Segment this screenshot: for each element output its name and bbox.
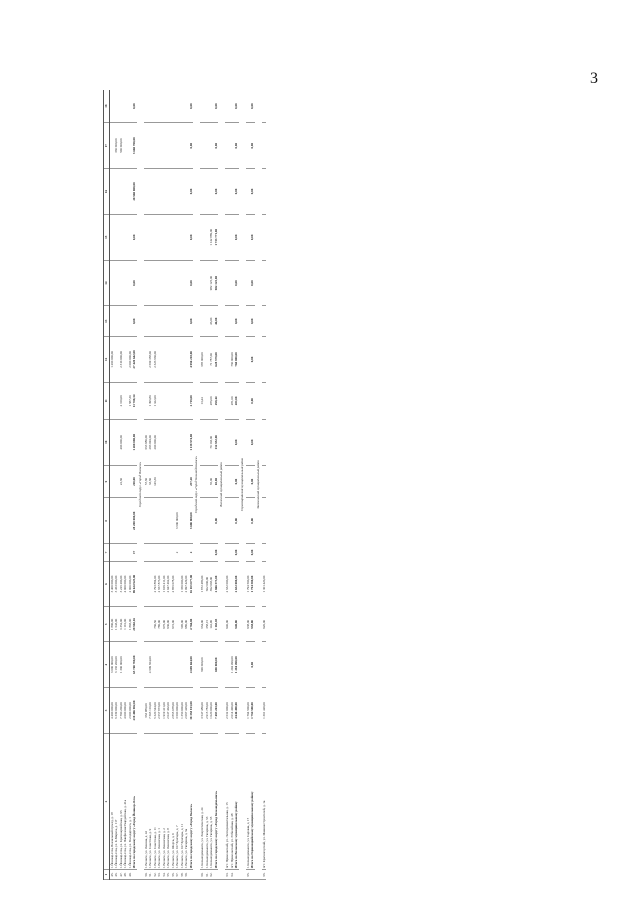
value-cell: 0,00	[250, 169, 255, 215]
value-cell: 0,00	[250, 465, 255, 498]
value-cell: 2 866 573,00	[214, 561, 219, 607]
value-cell: 89 624 925,00	[132, 561, 137, 607]
column-number: 8	[104, 498, 110, 544]
value-cell: 685 000,00	[200, 337, 205, 383]
value-cell	[262, 544, 267, 561]
value-cell: 2 097 429,00	[184, 688, 189, 734]
value-cell: 0,00	[234, 306, 239, 337]
address-cell: г. Козьмодемьянск, ул. Гагарина, д. 53	[205, 733, 210, 869]
address-cell: г. Йошкар-Ола, Вокзальный проезд, д. 18	[109, 733, 114, 869]
value-cell: 780,00	[157, 607, 162, 642]
value-cell: 210 406 982,00	[132, 688, 137, 734]
value-cell: 1 794 500,00	[250, 561, 255, 607]
value-cell: 1 794 500,00	[246, 688, 251, 734]
address-cell: г. Волжск, ул. Шорса, д. 9	[171, 733, 176, 869]
value-cell: 392 093,00	[209, 561, 214, 607]
section-heading-row	[193, 90, 200, 880]
value-cell: 0,00	[250, 214, 255, 260]
value-cell: 0,00	[250, 419, 255, 465]
value-cell: 65,00	[214, 465, 219, 498]
value-cell: 4 000 000,00	[123, 688, 128, 734]
row-number-cell: 66.	[262, 870, 267, 880]
value-cell: 1 919 411,00	[162, 688, 167, 734]
address-cell: г. Волжск, ул. 107 Бригады, д. 7	[175, 733, 180, 869]
value-cell: 760 000,00	[230, 337, 235, 383]
row-number-cell: 51.	[148, 870, 153, 880]
value-cell: 2	[189, 544, 194, 561]
value-cell: 132 952,00	[214, 419, 219, 465]
section-heading: Звениговский муниципальный район	[255, 90, 262, 880]
value-cell	[262, 382, 267, 419]
address-cell: Итого по городскому округу «Город Волжск»	[189, 733, 194, 869]
value-cell: 1 294 490,00	[234, 642, 239, 688]
value-cell: 3 600 000,00	[175, 498, 180, 544]
address-cell: г. Волжск, ул. Советская, д. 11	[153, 733, 158, 869]
value-cell: 0,00	[234, 169, 239, 215]
value-cell: 0,00	[189, 260, 194, 306]
value-cell: 0,00	[250, 306, 255, 337]
value-cell: 65 760 700,00	[132, 642, 137, 688]
value-cell: 29 902,16	[132, 607, 137, 642]
value-cell: 0,00	[214, 544, 219, 561]
column-number: 5	[104, 607, 110, 642]
value-cell: 0,00	[234, 465, 239, 498]
address-cell: г. Йошкар-Ола, ул. Красноармейская, д. 95	[119, 733, 124, 869]
column-number: 17	[104, 123, 110, 169]
value-cell: 27 420 642,00	[132, 337, 137, 383]
value-cell: 3 600 000,00	[175, 688, 180, 734]
section-heading: Городской округ «Город Козьмодемьянск»	[193, 90, 200, 880]
value-cell: 71 787,00	[209, 337, 214, 383]
section-heading-row	[239, 90, 246, 880]
value-cell: 296 094,00	[148, 419, 153, 465]
column-number: 7	[104, 544, 110, 561]
address-cell: г. Волжск, ул. Ленина, д. 42	[144, 733, 149, 869]
value-cell: 1 350 000,00	[180, 561, 185, 607]
value-cell: 2 632 000,00	[234, 561, 239, 607]
value-cell: 360 000,00	[114, 123, 119, 169]
row-number-cell: 58.	[180, 870, 185, 880]
row-number-cell: 64.	[230, 870, 235, 880]
row-number-cell: 65.	[246, 870, 251, 880]
value-cell: 400 000,00	[119, 419, 124, 465]
value-cell: 3 400 000,00	[109, 561, 114, 607]
value-cell: 11 780,34	[132, 382, 137, 419]
value-cell: 2 865 078,00	[171, 688, 176, 734]
value-cell: 2 865 078,00	[171, 561, 176, 607]
value-cell: 1 800,00	[109, 607, 114, 642]
value-cell	[262, 214, 267, 260]
value-cell: 4 609 664,00	[148, 642, 153, 688]
value-cell: 0,00	[250, 337, 255, 383]
value-cell: 2 326 660,00	[153, 337, 158, 383]
value-cell: 663 980,00	[144, 419, 149, 465]
section-heading-row	[255, 90, 262, 880]
value-cell: 0,00	[132, 306, 137, 337]
value-cell: 0,00	[189, 306, 194, 337]
value-cell: 1 794 500,00	[246, 561, 251, 607]
value-cell: 17	[132, 544, 137, 561]
value-cell: 980,00	[184, 607, 189, 642]
value-cell: 13,44	[200, 382, 205, 419]
column-number: 9	[104, 465, 110, 498]
value-cell	[262, 123, 267, 169]
table-row	[262, 90, 267, 880]
address-cell: Итого по Волжскому муниципальному району	[234, 733, 239, 869]
value-cell: 142,90	[209, 607, 214, 642]
column-number: 11	[104, 382, 110, 419]
value-cell: 22,60	[119, 465, 124, 498]
address-cell: пгт. Красногорский, ул. Машиностроителей, д. 1а	[262, 733, 267, 869]
row-number-cell: 48.	[123, 870, 128, 880]
row-number-cell: 52.	[153, 870, 158, 880]
value-cell: 2 669 358,00	[148, 337, 153, 383]
value-cell	[262, 642, 267, 688]
row-number-cell: 63.	[225, 870, 230, 880]
value-cell: 1 200 000,00	[109, 337, 114, 383]
value-cell: 972,00	[171, 607, 176, 642]
value-cell: 0,00	[250, 498, 255, 544]
value-cell: 2 000 000,00	[128, 561, 133, 607]
value-cell: 5 320 544,00	[153, 688, 158, 734]
value-cell: 65,00	[209, 465, 214, 498]
column-number: 4	[104, 642, 110, 688]
value-cell: 0,00	[250, 642, 255, 688]
value-cell: 920,00	[262, 607, 267, 642]
value-cell: 500 000,00	[119, 123, 124, 169]
column-number: 13	[104, 306, 110, 337]
value-cell: 70 103,00	[209, 419, 214, 465]
value-cell	[262, 306, 267, 337]
value-cell: 628 579,00	[214, 337, 219, 383]
section-heading: Волжский муниципальный район	[218, 90, 225, 880]
value-cell: 1 294 490,00	[230, 642, 235, 688]
value-cell: 690 000,00	[200, 642, 205, 688]
value-cell: 210,00	[132, 465, 137, 498]
value-cell: 940,00	[234, 607, 239, 642]
value-cell: 1 893,00	[128, 607, 133, 642]
value-cell: 0,00	[189, 123, 194, 169]
value-cell: 0,00	[214, 90, 219, 123]
data-table	[103, 90, 266, 880]
column-number: 15	[104, 214, 110, 260]
address-cell: пгт. Приволжский, ул. Экспериментальная, д. 15	[225, 733, 230, 869]
address-cell: Итого по городскому округу «Город Козьмодемьянск»	[214, 733, 219, 869]
value-cell: 2 657 873,00	[157, 561, 162, 607]
value-cell: 2 793 884,00	[153, 561, 158, 607]
value-cell: 982 125,00	[214, 260, 219, 306]
value-cell: 1 139 974,00	[189, 419, 194, 465]
value-cell: 3 136 200,00	[114, 642, 119, 688]
row-number-cell: 56.	[171, 870, 176, 880]
column-number: 2	[104, 733, 110, 869]
value-cell: 940,00	[225, 607, 230, 642]
value-cell: 1 794 500,00	[250, 688, 255, 734]
row-number-cell: 61.	[205, 870, 210, 880]
table-body	[104, 90, 267, 880]
value-cell	[262, 419, 267, 465]
value-cell: 982 125,00	[209, 260, 214, 306]
value-cell: 2 310,00	[119, 382, 124, 419]
value-cell: 2 047 402,00	[166, 688, 171, 734]
column-number: 3	[104, 688, 110, 734]
value-cell: 3 547 480,00	[200, 688, 205, 734]
value-cell: 1 587,30	[128, 382, 133, 419]
row-number-cell: 50.	[144, 870, 149, 880]
value-cell: 0,00	[250, 260, 255, 306]
address-cell: г. Волжск, ул. Ленинская, д. 1	[157, 733, 162, 869]
value-cell	[262, 260, 267, 306]
address-cell: г. Волжск, ул. Гагарина, д. 6а	[184, 733, 189, 869]
row-number-cell: 54.	[162, 870, 167, 880]
value-cell: 46,00	[214, 306, 219, 337]
column-number: 10	[104, 419, 110, 465]
value-cell: 1 142 889,00	[209, 214, 214, 260]
value-cell: 1 350 000,00	[180, 688, 185, 734]
value-cell: 6 339 000,00	[114, 688, 119, 734]
value-cell: 0,00	[214, 498, 219, 544]
value-cell: 286,00	[209, 382, 214, 419]
value-cell: 20 960 000,00	[132, 169, 137, 215]
value-cell: 0,00	[234, 90, 239, 123]
address-cell: г. Козьмодемьянск, ул. Садовая, д. 17	[246, 733, 251, 869]
value-cell: 237,20	[189, 465, 194, 498]
value-cell: 28 200 000,00	[132, 498, 137, 544]
value-cell: 4 996 218,00	[189, 337, 194, 383]
address-cell: г. Козьмодемьянск, ул. Энергетическая, д. 24	[200, 733, 205, 869]
value-cell: 0,00	[132, 90, 137, 123]
value-cell: 2 000 000,00	[128, 337, 133, 383]
value-cell: 0,00	[250, 123, 255, 169]
section-heading-row	[218, 90, 225, 880]
value-cell: 2 632 000,00	[225, 688, 230, 734]
value-cell: 1 872 480,00	[200, 561, 205, 607]
value-cell: 2 047 402,00	[166, 561, 171, 607]
value-cell: 3 600 000,00	[189, 498, 194, 544]
value-cell: 281,00	[230, 382, 235, 419]
value-cell: 1 643,00	[114, 607, 119, 642]
value-cell: 33,60	[148, 465, 153, 498]
value-cell: 0,00	[132, 214, 137, 260]
row-number-cell: 45.	[109, 870, 114, 880]
value-cell: 1 322,00	[153, 382, 158, 419]
column-number: 16	[104, 169, 110, 215]
address-cell: г. Йошкар-Ола, ул. Володарского, д. 1	[128, 733, 133, 869]
value-cell: 1 919 411,00	[162, 561, 167, 607]
value-cell	[262, 465, 267, 498]
value-cell: 938,00	[250, 607, 255, 642]
value-cell: 358,15	[205, 607, 210, 642]
value-cell: 46,00	[209, 306, 214, 337]
column-number: 14	[104, 260, 110, 306]
value-cell: 0,00	[234, 214, 239, 260]
value-cell: 7 483 263,00	[214, 688, 219, 734]
value-cell: 4 766,00	[189, 607, 194, 642]
value-cell: 663 980,00	[144, 688, 149, 734]
value-cell: 2 310 000,00	[119, 337, 124, 383]
value-cell: 760 000,00	[234, 337, 239, 383]
value-cell: 7 505 110,00	[148, 688, 153, 734]
row-number-cell: 53.	[157, 870, 162, 880]
section-heading: Городской округ «Город Волжск»	[137, 90, 144, 880]
value-cell: 0,00	[250, 382, 255, 419]
value-cell: 690 000,00	[214, 642, 219, 688]
value-cell: 146,30	[153, 465, 158, 498]
value-cell: 2	[175, 544, 180, 561]
row-number-cell: 49.	[128, 870, 133, 880]
value-cell: 2 657 873,00	[157, 688, 162, 734]
value-cell: 0,00	[189, 214, 194, 260]
value-cell: 0,00	[250, 544, 255, 561]
value-cell: 0,00	[214, 169, 219, 215]
column-number: 18	[104, 90, 110, 123]
value-cell: 4 000 000,00	[123, 561, 128, 607]
value-cell: 0,00	[189, 169, 194, 215]
value-cell: 0,00	[189, 90, 194, 123]
column-number: 12	[104, 337, 110, 383]
value-cell: 2 014 490,00	[230, 688, 235, 734]
value-cell: 664,00	[200, 607, 205, 642]
value-cell: 3 226 200,00	[119, 561, 124, 607]
value-cell: 0,00	[234, 544, 239, 561]
value-cell: 1 733 771,00	[214, 214, 219, 260]
value-cell: 1 396,80	[148, 382, 153, 419]
section-heading: Горномарийский муниципальный район	[239, 90, 246, 880]
value-cell: 1 200 000,00	[132, 419, 137, 465]
value-cell: 2 632 000,00	[225, 561, 230, 607]
address-cell: г. Йошкар-Ола, ул. К.Маркса, д. 117	[114, 733, 119, 869]
address-cell: г. Волжск, ул. 107 Бригады, д. 11	[180, 733, 185, 869]
value-cell: 602 000,00	[205, 561, 210, 607]
value-cell	[262, 337, 267, 383]
row-number-cell: 47.	[119, 870, 124, 880]
value-cell: 0,00	[234, 123, 239, 169]
address-cell: Итого по городскому округу «Город Йошкар-Ола»	[132, 733, 137, 869]
value-cell: 0,00	[234, 260, 239, 306]
value-cell: 57,60	[144, 465, 149, 498]
value-cell: 200 000,00	[153, 419, 158, 465]
value-cell	[262, 90, 267, 123]
row-number-cell: 60.	[200, 870, 205, 880]
value-cell	[262, 498, 267, 544]
value-cell: 4 609 664,00	[189, 642, 194, 688]
value-cell: 3 463 000,00	[114, 561, 119, 607]
address-cell: г. Волжск, ул. Ленинская, д. 2	[162, 733, 167, 869]
value-cell: 2 719,00	[189, 382, 194, 419]
value-cell: 760,50	[153, 607, 158, 642]
value-cell: 4 400 000,00	[109, 688, 114, 734]
page-number: 3	[590, 70, 598, 87]
value-cell: 30 358 913,00	[189, 688, 194, 734]
value-cell: 16 103 077,00	[189, 561, 194, 607]
value-cell: 1 301 420,00	[262, 561, 267, 607]
value-cell: 596,00	[180, 607, 185, 642]
address-cell: г. Волжск, ул. Советская, д. 9	[148, 733, 153, 869]
value-cell: 1 165,05	[214, 607, 219, 642]
address-cell: пгт. Приволжский, ул. Юбилейная, д. 48	[230, 733, 235, 869]
row-number-cell: 62.	[209, 870, 214, 880]
address-cell: г. Волжск, ул. Ленинская, д. 8	[166, 733, 171, 869]
column-number: 1	[104, 870, 110, 880]
value-cell: 3 660 700,00	[132, 123, 137, 169]
value-cell: 1 110,00	[123, 607, 128, 642]
section-heading-row	[137, 90, 144, 880]
row-number-cell: 57.	[175, 870, 180, 880]
row-number-cell: 46.	[114, 870, 119, 880]
address-cell: г. Йошкар-Ола, ул. Панфилова/Гвардейская, д. 41а	[123, 733, 128, 869]
value-cell: 0,00	[234, 419, 239, 465]
value-cell: 4 646 490,00	[234, 688, 239, 734]
value-cell: 2 915 783,00	[205, 688, 210, 734]
value-cell: 0,00	[132, 260, 137, 306]
value-cell: 1 300 000,00	[119, 642, 124, 688]
row-number-cell: 59.	[184, 870, 189, 880]
row-number-cell: 55.	[166, 870, 171, 880]
value-cell: 3 000 000,00	[109, 642, 114, 688]
value-cell: 3 352,00	[119, 607, 124, 642]
rotated-table-page	[103, 90, 583, 880]
value-cell: 0,00	[234, 498, 239, 544]
value-cell: 938,00	[246, 607, 251, 642]
value-cell: 0,00	[214, 123, 219, 169]
value-cell	[262, 169, 267, 215]
value-cell: 976,00	[162, 607, 167, 642]
value-cell: 7 790 200,00	[119, 688, 124, 734]
value-cell: 930,00	[166, 607, 171, 642]
value-cell: 0,00	[250, 90, 255, 123]
value-cell: 1 020 000,00	[209, 688, 214, 734]
value-cell: 2 097 429,00	[184, 561, 189, 607]
value-cell: 299,44	[214, 382, 219, 419]
value-cell: 1 301 420,00	[262, 688, 267, 734]
address-cell: г. Козьмодемьянск, ул. Гагарина, д. 65	[209, 733, 214, 869]
column-number: 6	[104, 561, 110, 607]
address-cell: Итого по Горномарийскому муниципальному району	[250, 733, 255, 869]
value-cell: 281,00	[234, 382, 239, 419]
value-cell: 2 000 000,00	[128, 688, 133, 734]
